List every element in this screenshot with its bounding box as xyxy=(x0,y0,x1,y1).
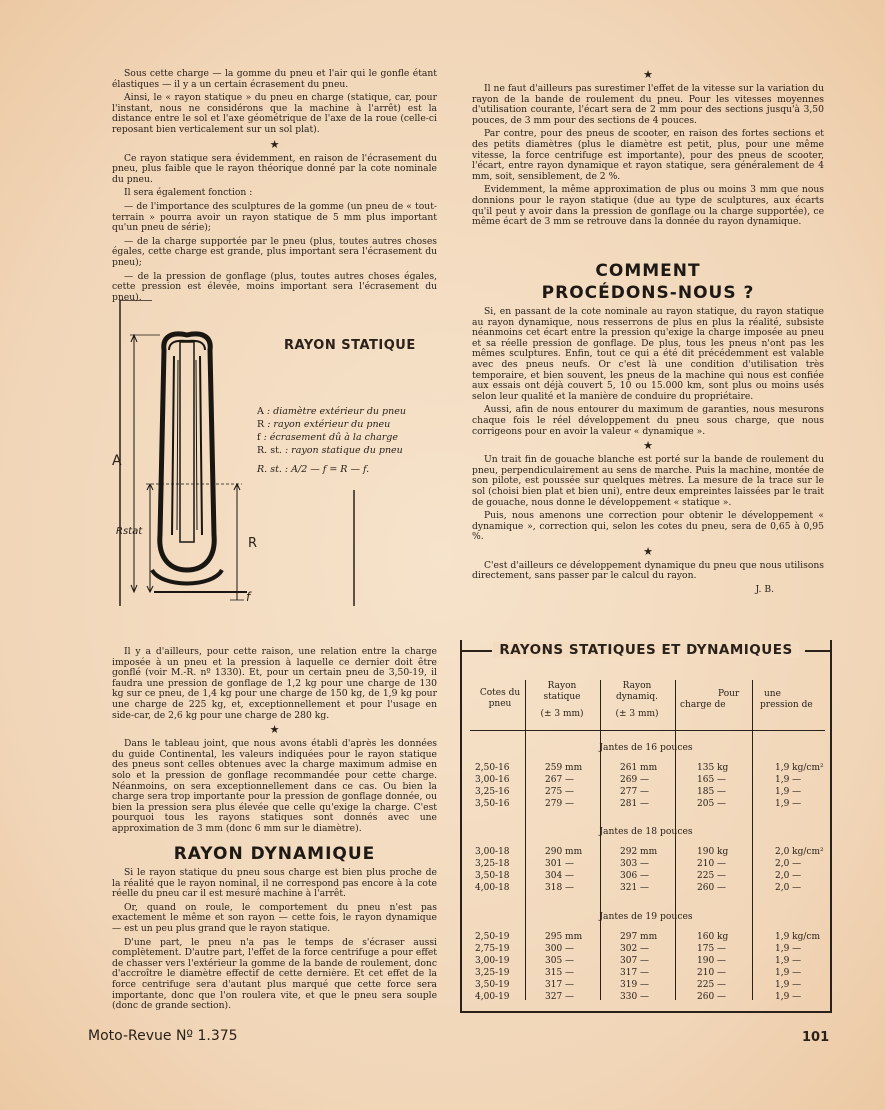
table-section-title: Jantes de 18 pouces xyxy=(599,826,693,837)
table-section-title: Jantes de 16 pouces xyxy=(599,742,693,753)
table-cell: 305 — xyxy=(545,956,575,966)
table-cell: 1,9 — xyxy=(775,992,802,1002)
table-cell: 1,9 kg/cm² xyxy=(775,763,824,773)
table-cell: 275 — xyxy=(545,787,575,797)
table-cell: 2,0 kg/cm² xyxy=(775,847,824,857)
table-cell: 297 mm xyxy=(620,932,658,942)
table-cell: 301 — xyxy=(545,859,575,869)
header-cotes: Cotes du pneu xyxy=(479,688,521,709)
table-cell: 269 — xyxy=(620,775,650,785)
table-cell: 318 — xyxy=(545,883,575,893)
right-column-top xyxy=(472,68,824,231)
table-cell: 225 — xyxy=(697,871,727,881)
table-cell: 2,0 — xyxy=(775,859,802,869)
table-cell: 4,00-19 xyxy=(475,992,510,1002)
table-cell: 261 mm xyxy=(620,763,658,773)
table-cell: 304 — xyxy=(545,871,575,881)
header-pression: une pression de xyxy=(760,689,813,710)
table-cell: 3,50-16 xyxy=(475,799,510,809)
table-cell: 2,0 — xyxy=(775,883,802,893)
table-cell: 300 — xyxy=(545,944,575,954)
table-header-rule xyxy=(470,730,825,731)
table-cell: 1,9 — xyxy=(775,956,802,966)
table-cell: 210 — xyxy=(697,859,727,869)
star-separator: ★ xyxy=(269,723,280,737)
right-column-middle xyxy=(472,307,824,599)
left-column-middle xyxy=(112,647,437,838)
legend-formula: R. st. : A/2 — f = R — f. xyxy=(257,464,370,475)
table-cell: 175 — xyxy=(697,944,727,954)
table-cell: 319 — xyxy=(620,980,650,990)
heading-line: PROCÉDONS-NOUS ? xyxy=(541,283,755,303)
paragraph: Ce rayon statique sera évidemment, en raison de l'écrasement du pneu, plus faible que le rayon théorique donné par la cote nominale du pneu. xyxy=(112,152,437,185)
rayon-statique-figure xyxy=(112,300,437,610)
legend-item: R : rayon extérieur du pneu xyxy=(257,419,391,430)
label-rstat: Rstat xyxy=(116,526,143,537)
paragraph: Sous cette charge — la gomme du pneu et l'air qui le gonfle étant élastiques — il y a un certain écrasement du pneu. xyxy=(112,68,437,90)
table-cell: 317 — xyxy=(545,980,575,990)
header-charge: Pour charge de xyxy=(680,689,740,710)
table-cell: 330 — xyxy=(620,992,650,1002)
paragraph: Par contre, pour des pneus de scooter, en raison des fortes sections et des petits diamètres (plus le diamètre est petit, plus, pour une même vitesse, la force centrifuge est importante), pour des pneus de scooter, l'écart, entre rayon dynamique et rayon statique, sera généralement de 4 mm, soit, sensiblement, de 2 %. xyxy=(472,128,824,182)
table-cell: 1,9 — xyxy=(775,799,802,809)
table-cell: 1,9 — xyxy=(775,787,802,797)
paragraph: Un trait fin de gouache blanche est porté sur la bande de roulement du pneu, perpendiculairement au sens de marche. Puis la machine, montée de son pilote, est poussée sur quelques mètres. La mesure de la trace sur le sol (choisi bien plat et bien uni), entre deux empreintes laissées par le trait de gouache, nous donne le développement « statique ». xyxy=(472,454,824,508)
paragraph: Si le rayon statique du pneu sous charge est bien plus proche de la réalité que le rayon nominal, il ne correspond pas encore à la cote réelle du pneu car il est mesuré machine à l'arrêt. xyxy=(112,867,437,900)
star-separator: ★ xyxy=(269,137,280,151)
paragraph: — de l'importance des sculptures de la gomme (un pneu de « tout-terrain » pourra avoir un rayon statique de 5 mm plus important qu'un pneu de série); xyxy=(112,200,437,234)
table-row xyxy=(475,858,825,870)
table-cell: 160 kg xyxy=(697,932,729,942)
table-row xyxy=(475,931,825,943)
table-cell: 1,9 — xyxy=(775,944,802,954)
star-separator: ★ xyxy=(643,544,653,558)
table-cell: 3,25-19 xyxy=(475,968,510,978)
table-cell: 1,9 — xyxy=(775,980,802,990)
table-row xyxy=(475,870,825,882)
table-cell: 327 — xyxy=(545,992,575,1002)
paragraph: Aussi, afin de nous entourer du maximum de garanties, nous mesurons chaque fois le réel développement du pneu sous charge, que nous corrigeons pour en avoir la valeur « dynamique ». xyxy=(472,404,824,437)
table-cell: 190 kg xyxy=(697,847,729,857)
footer-magazine: Moto-Revue Nº 1.375 xyxy=(88,1028,238,1044)
figure-legend xyxy=(257,405,406,476)
table-row xyxy=(475,979,825,991)
paragraph: C'est d'ailleurs ce développement dynamique du pneu que nous utilisons directement, sans passer par le calcul du rayon. xyxy=(472,559,824,582)
table-cell: 321 — xyxy=(620,883,650,893)
heading-rayon-dynamique: RAYON DYNAMIQUE xyxy=(173,844,376,864)
table-row xyxy=(475,846,825,858)
table-cell: 303 — xyxy=(620,859,650,869)
signature: J. B. xyxy=(755,584,774,596)
table-row xyxy=(475,774,825,786)
table-row xyxy=(475,798,825,810)
table-cell: 3,00-16 xyxy=(475,775,510,785)
table-row xyxy=(475,967,825,979)
table-cell: 165 — xyxy=(697,775,727,785)
paragraph: Ainsi, le « rayon statique » du pneu en charge (statique, car, pour l'instant, nous ne considérons que la machine à l'arrêt) est la distance entre le sol et l'axe géométrique de l'axe de la roue (celle-ci reposant bien verticalement sur un sol plat). xyxy=(112,92,437,135)
paragraph: Si, en passant de la cote nominale au rayon statique, du rayon statique au rayon dynamique, nous resserrons de plus en plus la réalité, subsiste néanmoins cet écart entre la pression qu'exige la charge imposée au pneu et sa réelle pression de gonflage. De plus, tous les pneus n'ont pas les mêmes sculptures. Enfin, tout ce qui a été dit précédemment est valable avec des pneus neufs. Or c'est là une condition d'utilisation très temporaire, et bien souvent, les pneus de la machine qui nous est confiée aux essais ont déjà couvert 5, 10 ou 15.000 km, sont plus ou moins usés selon leur qualité et la manière de conduire du propriétaire. xyxy=(472,306,824,402)
table-cell: 3,00-18 xyxy=(475,847,510,857)
label-f: f xyxy=(246,590,251,604)
left-column-top xyxy=(112,69,437,306)
paragraph: — de la charge supportée par le pneu (plus, toutes autres choses égales, cette charge est grande, plus important sera l'écrasement du pneu); xyxy=(112,235,437,268)
paragraph: Dans le tableau joint, que nous avons établi d'après les données du guide Continental, les valeurs indiquées pour le rayon statique des pneus sont celles obtenues avec la charge maximum admise en solo et la pression de gonflage recommandée pour cette charge. Néanmoins, on sera exceptionnellement dans ce cas. Ou bien la charge sera trop importante pour la pression de gonflage donnée, ou bien la pression sera plus élevée que celle qu'exige la charge. C'est pourquoi tous les rayons statiques sont donnés avec une approximation de 3 mm (donc 6 mm sur le diamètre). xyxy=(112,738,437,834)
table-cell: 2,0 — xyxy=(775,871,802,881)
header-statique: Rayon statique (± 3 mm) xyxy=(540,681,584,719)
table-title: RAYONS STATIQUES ET DYNAMIQUES xyxy=(460,642,832,658)
table-cell: 2,50-19 xyxy=(475,932,510,942)
table-cell: 279 — xyxy=(545,799,575,809)
paragraph: D'une part, le pneu n'a pas le temps de s'écraser aussi complètement. D'autre part, l'effet de la force centrifuge a pour effet de chasser vers l'extérieur la gomme de la bande de roulement, donc d'accroître le diamètre effectif de cette dernière. Et cet effet de la force centrifuge sera d'autant plus marqué que cette force sera importante, donc que l'on roulera vite, et que le pneu sera souple (donc de grande section). xyxy=(112,936,437,1012)
table-cell: 1,9 — xyxy=(775,775,802,785)
table-cell: 4,00-18 xyxy=(475,883,510,893)
heading-line: COMMENT xyxy=(595,261,701,281)
table-cell: 292 mm xyxy=(620,847,658,857)
paragraph: Puis, nous amenons une correction pour obtenir le développement « dynamique », correction qui, selon les cotes du pneu, sera de 0,65 à 0,95 %. xyxy=(472,510,824,543)
legend-item: R. st. : rayon statique du pneu xyxy=(257,445,403,456)
table-cell: 185 — xyxy=(697,787,727,797)
table-cell: 1,9 — xyxy=(775,968,802,978)
table-cell: 190 — xyxy=(697,956,727,966)
legend-item: f : écrasement dû à la charge xyxy=(257,432,398,443)
table-row xyxy=(475,943,825,955)
table-cell: 267 — xyxy=(545,775,575,785)
table-cell: 281 — xyxy=(620,799,650,809)
table-row xyxy=(475,955,825,967)
table-cell: 290 mm xyxy=(545,847,583,857)
page-number: 101 xyxy=(802,1030,830,1045)
paragraph: Il sera également fonction : xyxy=(124,187,253,199)
table-cell: 259 mm xyxy=(545,763,583,773)
paragraph: Evidemment, la même approximation de plus ou moins 3 mm que nous donnions pour le rayon statique (due au type de sculptures, aux écarts qu'il peut y avoir dans la pression de gonflage ou la charge supportée), ce même écart de 3 mm se retrouve dans la donnée du rayon dynamique. xyxy=(472,184,824,228)
paragraph: Il ne faut d'ailleurs pas surestimer l'effet de la vitesse sur la variation du rayon de la bande de roulement du pneu. Pour les vitesses moyennes d'utilisation courante, l'écart sera de 2 mm pour des sections jusqu'à 3,50 pouces, de 3 mm pour des sections de 4 pouces. xyxy=(472,83,824,126)
table-cell: 277 — xyxy=(620,787,650,797)
star-separator: ★ xyxy=(643,439,653,453)
table-cell: 3,25-16 xyxy=(475,787,510,797)
table-cell: 2,75-19 xyxy=(475,944,510,954)
figure-title: RAYON STATIQUE xyxy=(284,338,416,353)
table-row xyxy=(475,991,825,1003)
table-row xyxy=(475,882,825,894)
header-dynamique: Rayon dynamiq. (± 3 mm) xyxy=(615,681,659,719)
table-cell: 205 — xyxy=(697,799,727,809)
legend-item: A : diamètre extérieur du pneu xyxy=(257,406,407,417)
table-cell: 3,50-19 xyxy=(475,980,510,990)
table-row xyxy=(475,762,825,774)
paragraph: Or, quand on roule, le comportement du pneu n'est pas exactement le même et son rayon — cette fois, le rayon dynamique — est un peu plus grand que le rayon statique. xyxy=(112,901,437,934)
left-column-bottom xyxy=(112,868,437,1015)
table-cell: 307 — xyxy=(620,956,650,966)
table-cell: 260 — xyxy=(697,883,727,893)
table-row xyxy=(475,786,825,798)
table-cell: 315 — xyxy=(545,968,575,978)
table-cell: 306 — xyxy=(620,871,650,881)
table-cell: 3,00-19 xyxy=(475,956,510,966)
table-cell: 295 mm xyxy=(545,932,583,942)
table-cell: 2,50-16 xyxy=(475,763,510,773)
table-section-title: Jantes de 19 pouces xyxy=(599,911,693,922)
table-cell: 135 kg xyxy=(697,763,729,773)
label-r: R xyxy=(248,536,258,551)
label-a: A xyxy=(112,453,122,469)
heading-comment-procedons xyxy=(472,260,824,304)
table-cell: 317 — xyxy=(620,968,650,978)
table-cell: 225 — xyxy=(697,980,727,990)
table-cell: 3,25-18 xyxy=(475,859,510,869)
table-cell: 1,9 kg/cm xyxy=(775,932,820,942)
star-separator: ★ xyxy=(643,68,653,81)
paragraph: — de la pression de gonflage (plus, toutes autres choses égales, cette pression est élevée, moins important sera l'écrasement du pneu). xyxy=(112,270,437,303)
table-cell: 260 — xyxy=(697,992,727,1002)
table-cell: 302 — xyxy=(620,944,650,954)
table-cell: 210 — xyxy=(697,968,727,978)
paragraph: Il y a d'ailleurs, pour cette raison, une relation entre la charge imposée à un pneu et la pression à laquelle ce dernier doit être gonflé (voir M.-R. nº 1330). Et, pour un certain pneu de 3,50-19, il faudra une pression de gonflage de 1,2 kg pour une charge de 130 kg sur ce pneu, de 1,4 kg pour une charge de 150 kg, de 1,9 kg pour une charge de 225 kg, et, exceptionnellement et pour l'usage en side-car, de 2,6 kg pour une charge de 280 kg. xyxy=(112,646,437,721)
table-cell: 3,50-18 xyxy=(475,871,510,881)
